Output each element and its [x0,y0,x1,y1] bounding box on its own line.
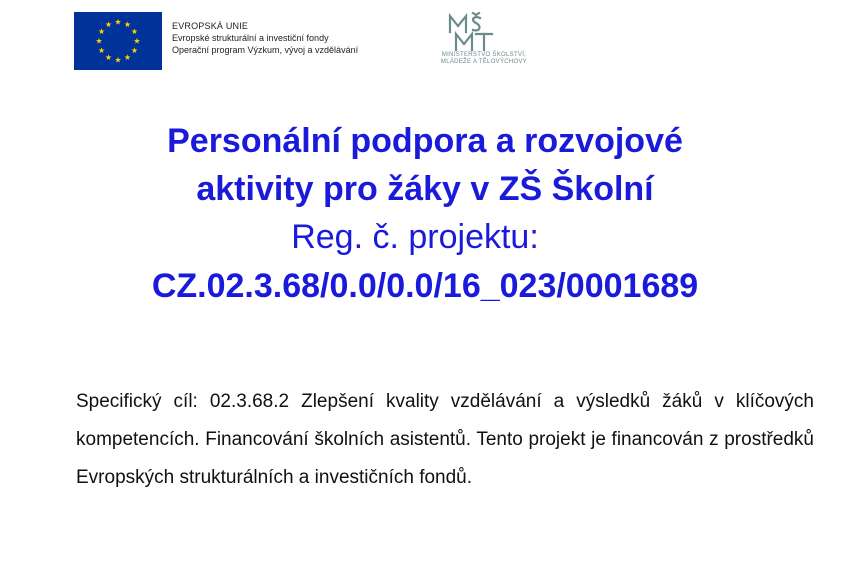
eu-star-icon [124,21,130,27]
registration-label: Reg. č. projektu: [291,218,539,256]
msmt-logo-icon [446,12,498,52]
eu-star-icon [96,38,102,44]
msmt-caption-line1: MINISTERSTVO ŠKOLSTVÍ, [441,52,527,58]
eu-line1: Evropské strukturální a investiční fondy [172,33,329,43]
eu-star-icon [131,47,137,53]
eu-line2: Operační program Výzkum, vývoj a vzdělávání [172,45,359,55]
logo-bar [74,12,554,72]
msmt-caption-line2: MLÁDEŽE A TĚLOVÝCHOVY [440,59,528,65]
eu-star-icon [105,21,111,27]
eu-star-icon [115,57,121,63]
eu-star-icon [124,54,130,60]
headline-line1: Personální podpora a rozvojové [167,122,683,160]
eu-star-icon [99,47,105,53]
msmt-logo [424,12,544,72]
eu-text-block [172,20,358,56]
eu-star-icon [105,54,111,60]
headline-line2: aktivity pro žáky v ZŠ Školní [196,170,654,208]
eu-star-icon [99,28,105,34]
project-headline [0,117,850,311]
eu-title: EVROPSKÁ UNIE [172,21,249,31]
body-paragraph: Specifický cíl: 02.3.68.2 Zlepšení kvality vzdělávání a výsledků žáků v klíčových kompetencích. Financování školních asistentů. Tento projekt je financován z prostředků Evropských strukturálních a investičních fondů. [76,391,814,488]
project-code: CZ.02.3.68/0.0/0.0/16_023/0001689 [151,267,699,305]
msmt-caption [424,52,544,66]
eu-star-icon [115,19,121,25]
eu-star-icon [134,38,140,44]
eu-star-icon [131,28,137,34]
eu-flag-icon [74,12,162,70]
